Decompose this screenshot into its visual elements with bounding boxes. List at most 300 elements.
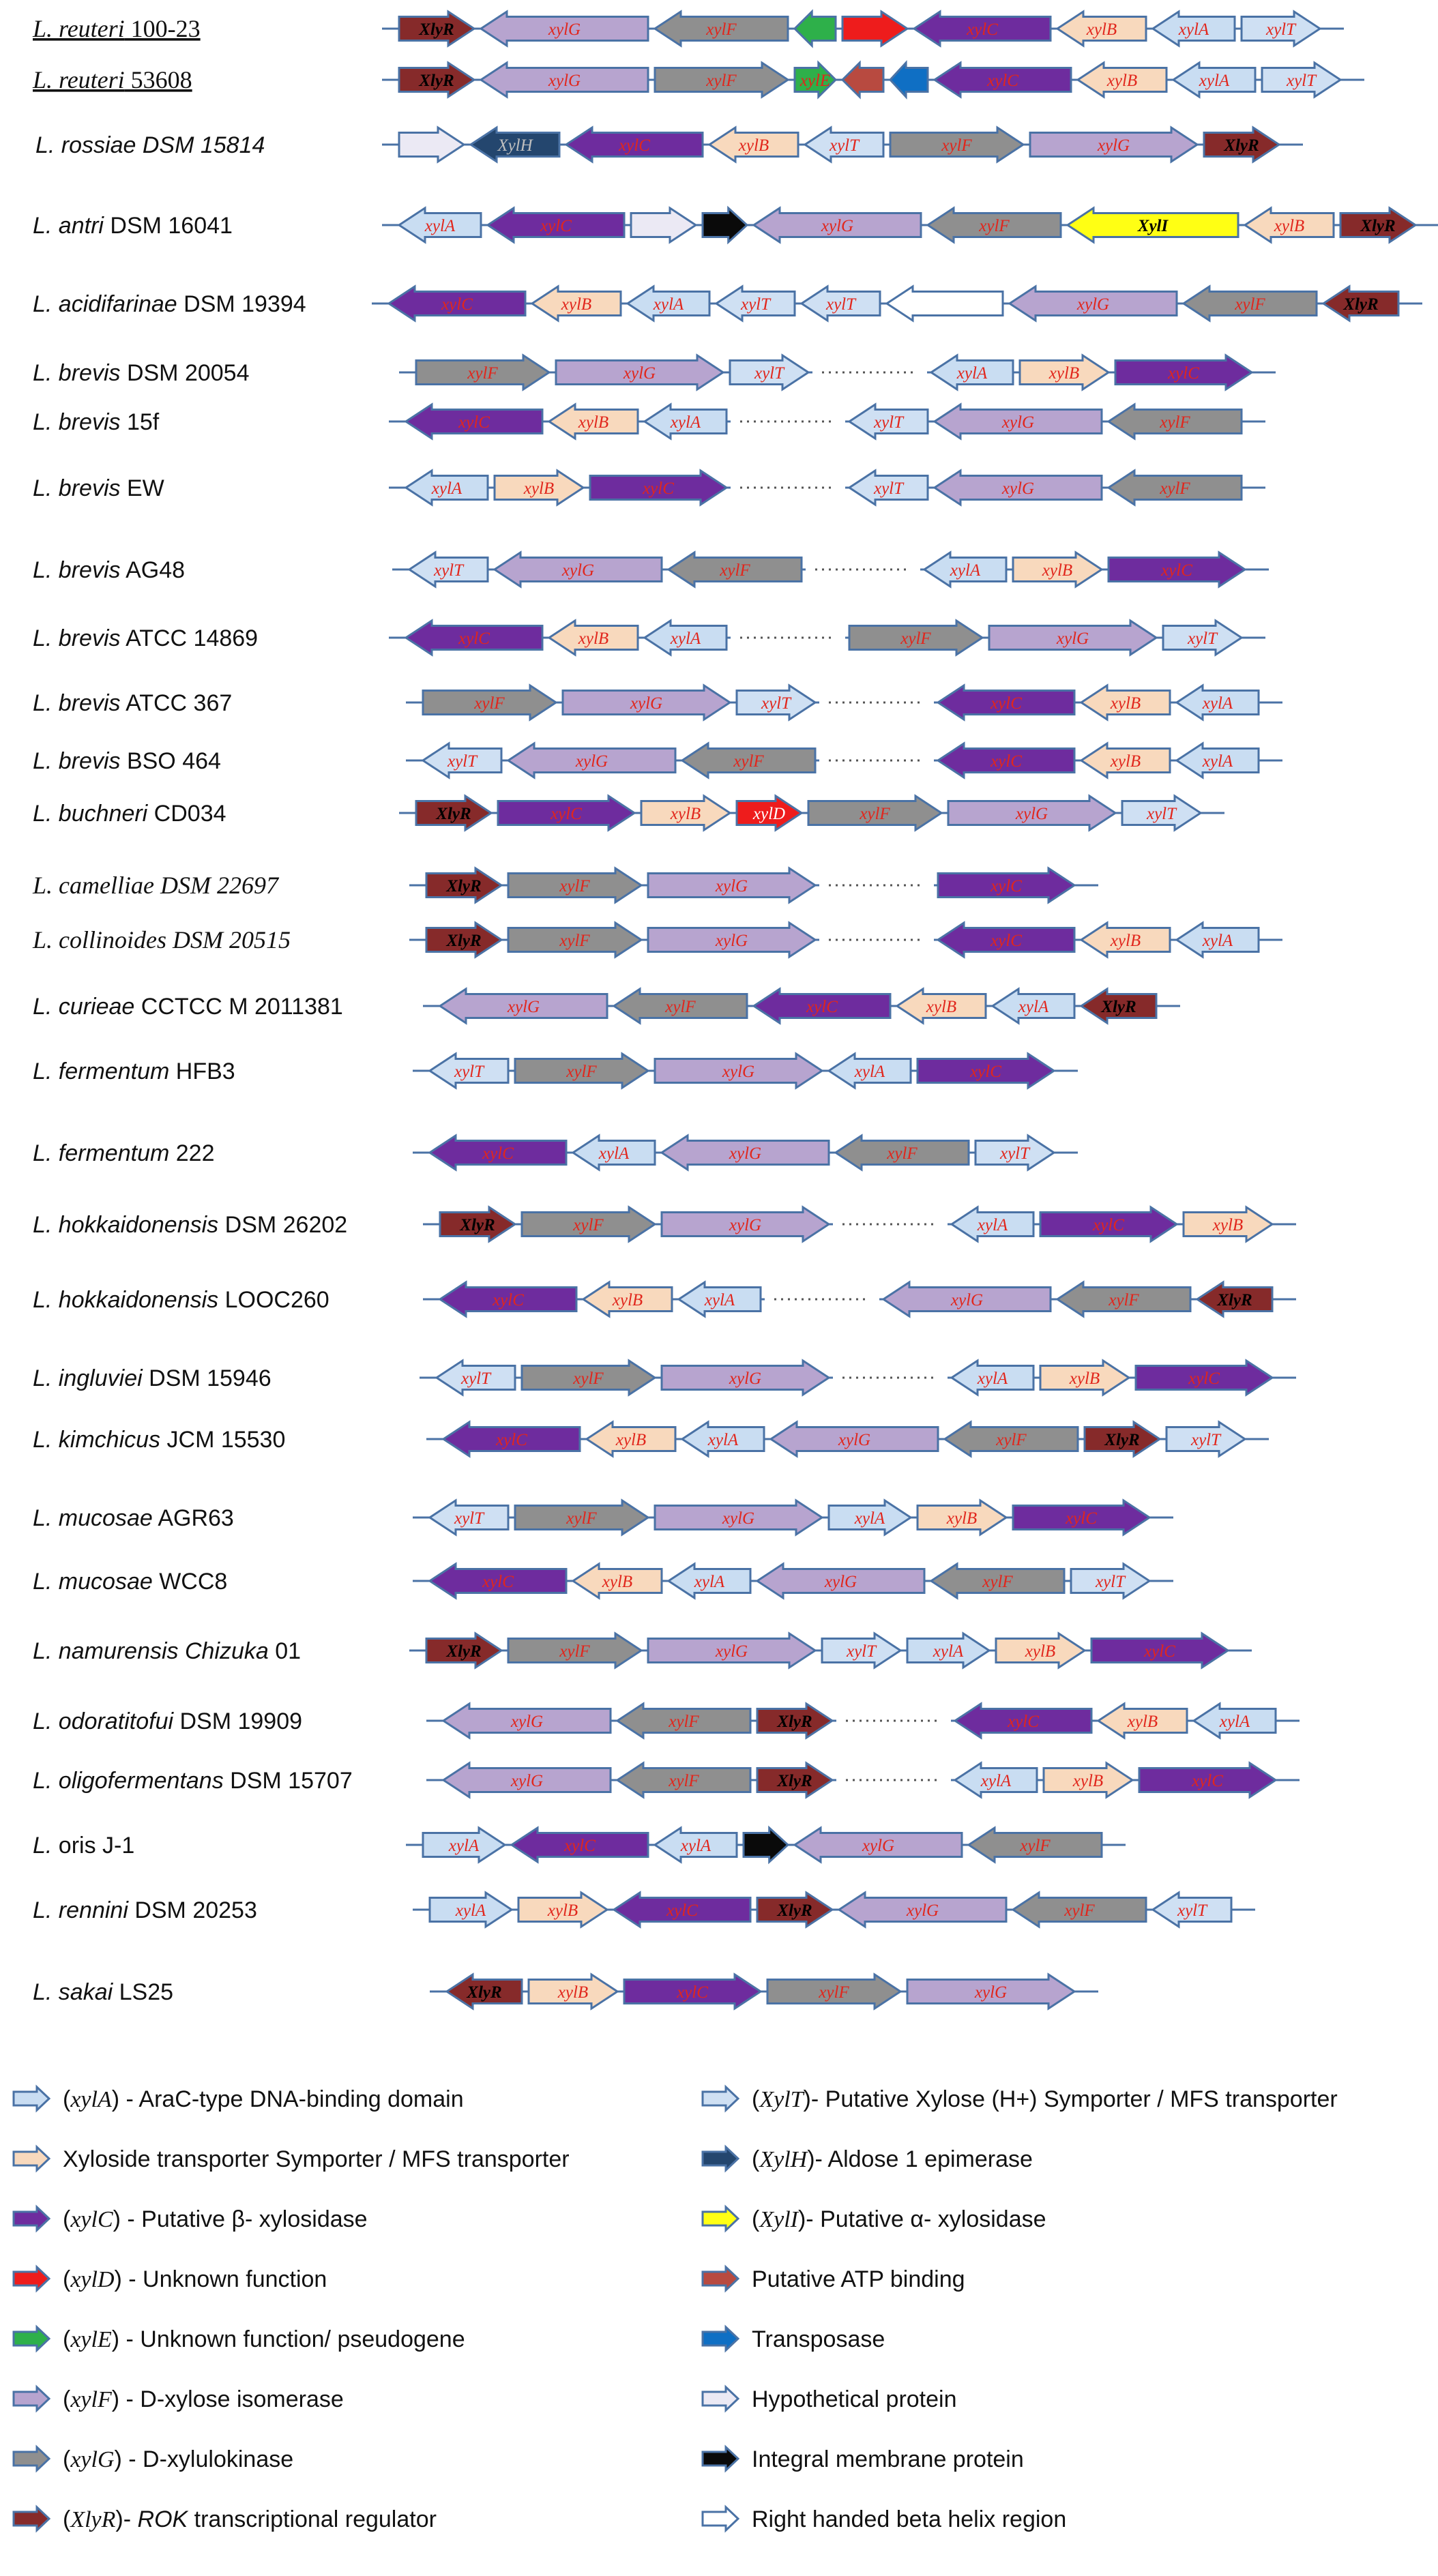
- legend-paren-close: ): [111, 2326, 120, 2352]
- strain-name: DSM 15707: [223, 1768, 353, 1794]
- species-label: [33, 1427, 285, 1453]
- strain-name: JCM 15530: [160, 1427, 286, 1453]
- legend-gene-name: xylA: [70, 2087, 112, 2112]
- gene-label: xylG: [623, 364, 656, 383]
- gene-label: xylB: [602, 1573, 633, 1591]
- legend-item: [703, 2326, 885, 2352]
- gene-label: xylA: [1178, 20, 1209, 39]
- strain-name: WCC8: [152, 1569, 228, 1595]
- species-label: [33, 1979, 173, 2005]
- gene-label: xylG: [1076, 295, 1110, 314]
- gene-label: xylF: [979, 217, 1010, 235]
- legend-label: [752, 2506, 1066, 2532]
- cluster-row: [35, 128, 1303, 162]
- gene-label: xylC: [1066, 1509, 1097, 1528]
- species-name: L. acidifarinae: [33, 291, 177, 317]
- gene-label: xylF: [900, 630, 931, 648]
- legend-item: [703, 2506, 1066, 2532]
- species-name: L. odoratitofui: [33, 1708, 174, 1734]
- legend-label: [63, 2206, 368, 2232]
- species-name: L. brevis: [33, 690, 121, 716]
- gene-label: xylF: [941, 136, 972, 155]
- gene-label: xylC: [666, 1901, 698, 1920]
- gene-label: xylG: [715, 932, 748, 950]
- species-name: L. ingluviei: [33, 1365, 143, 1391]
- gene-label: xylT: [1190, 1431, 1221, 1449]
- legend-paren-close: ): [111, 2386, 120, 2412]
- species-name: L. antri: [33, 213, 104, 239]
- gene-label: XlyR: [1101, 998, 1136, 1016]
- gene-label: xylB: [1042, 561, 1073, 580]
- legend-label: [63, 2446, 293, 2472]
- gene-label: xylF: [1064, 1901, 1095, 1920]
- strain-name: DSM 26202: [218, 1212, 348, 1238]
- gene-label: xylG: [729, 1216, 762, 1234]
- gene-label: xylC: [643, 479, 674, 498]
- legend-desc: Hypothetical protein: [752, 2386, 957, 2412]
- legend-desc: Putative ATP binding: [752, 2266, 965, 2292]
- species-label: [33, 1365, 272, 1391]
- gene-label: xylF: [573, 1216, 604, 1234]
- species-label: [33, 1768, 353, 1794]
- legend-paren-close: ): [807, 2146, 815, 2172]
- gene-label: xylA: [448, 1837, 480, 1855]
- gene-label: xylG: [1001, 479, 1035, 498]
- legend-desc: Right handed beta helix region: [752, 2506, 1067, 2532]
- gene-label: xylA: [694, 1573, 725, 1591]
- legend-desc: - AraC-type DNA-binding domain: [119, 2086, 464, 2112]
- strain-name: oris J-1: [52, 1833, 135, 1859]
- legend-gene-name: xylG: [70, 2447, 115, 2472]
- species-label: [33, 748, 221, 774]
- gene-label: xylT: [1177, 1901, 1207, 1920]
- cluster-row: [33, 1207, 1296, 1241]
- gene-label: xylA: [707, 1431, 739, 1449]
- gene-label: xylC: [967, 20, 998, 39]
- gene-arrow-atp: [842, 63, 883, 97]
- gene-label: xylA: [854, 1063, 885, 1081]
- gene-label: XlyR: [419, 20, 454, 39]
- gene-label: xylF: [566, 1509, 597, 1528]
- gene-cluster-rows: [32, 12, 1438, 2009]
- legend-item: [703, 2266, 965, 2292]
- gene-label: xylE: [799, 72, 831, 90]
- gene-label: xylF: [559, 932, 590, 950]
- cluster-row: [33, 208, 1438, 242]
- gene-label: xylT: [999, 1144, 1030, 1163]
- gene-label: xylF: [1235, 295, 1265, 314]
- strain-name: DSM 16041: [103, 213, 233, 239]
- gene-label: xylF: [819, 1983, 849, 2002]
- species-name: L. fermentum: [33, 1140, 170, 1166]
- gene-label: xylG: [548, 72, 581, 90]
- species-name: L. fermentum: [33, 1058, 170, 1084]
- gene-label: xylC: [1188, 1370, 1220, 1388]
- legend-swatch-mem: [703, 2447, 738, 2470]
- gene-label: xylC: [540, 217, 572, 235]
- legend-paren-open: (: [63, 2266, 71, 2292]
- gene-label: xylG: [507, 998, 540, 1016]
- legend-label: [752, 2326, 885, 2352]
- gene-label: xylF: [559, 1642, 590, 1661]
- gene-label: xylF: [566, 1063, 597, 1081]
- cluster-row: [32, 868, 1098, 902]
- legend-paren-close: ): [114, 2446, 122, 2472]
- gene-label: xylF: [733, 752, 764, 771]
- species-name: L. mucosae: [33, 1505, 153, 1531]
- gene-label: xylB: [578, 413, 609, 432]
- strain-name: Chizuka: [178, 1638, 269, 1664]
- cluster-row: [33, 621, 1265, 655]
- legend-swatch-atp: [703, 2267, 738, 2290]
- legend-gene-name: XlyR: [70, 2507, 116, 2532]
- legend-paren-open: (: [752, 2146, 760, 2172]
- legend-swatch-XlyR: [14, 2507, 49, 2530]
- gene-label: XlyR: [1360, 217, 1396, 235]
- cluster-row: [32, 923, 1282, 957]
- gene-label: XlyR: [777, 1713, 812, 1731]
- gene-label: xylA: [455, 1901, 486, 1920]
- cluster-row: [33, 471, 1265, 505]
- legend-label: [752, 2206, 1046, 2232]
- species-label: [33, 690, 232, 716]
- gene-arrow-hyp: [399, 128, 464, 162]
- species-name: L. reuteri: [33, 15, 125, 42]
- legend-item: [703, 2446, 1024, 2472]
- legend-item: [703, 2386, 957, 2412]
- legend-gene-name: xylE: [70, 2327, 112, 2352]
- gene-label: xylA: [950, 561, 981, 580]
- gene-label: xylF: [669, 1772, 699, 1790]
- legend-item: [14, 2086, 464, 2112]
- gene-label: xylF: [720, 561, 750, 580]
- legend-gene-name: XylI: [759, 2207, 798, 2232]
- gene-label: xylA: [977, 1370, 1008, 1388]
- gene-label: xylT: [433, 561, 464, 580]
- gene-label: xylF: [1160, 413, 1190, 432]
- legend-desc: Integral membrane protein: [752, 2446, 1024, 2472]
- species-name: L. rennini: [33, 1897, 128, 1923]
- gene-label: xylB: [1069, 1370, 1100, 1388]
- species-label: [33, 625, 258, 651]
- gene-label: xylA: [680, 1837, 711, 1855]
- gene-label: xylC: [1161, 561, 1192, 580]
- strain-name: 222: [169, 1140, 215, 1166]
- cluster-row: [33, 796, 1224, 830]
- gene-label: xylA: [1219, 1713, 1250, 1731]
- legend-item: [14, 2266, 327, 2292]
- gene-label: xylF: [474, 694, 505, 713]
- gene-label: xylF: [860, 805, 890, 823]
- legend-desc: - D-xylulokinase: [121, 2446, 294, 2472]
- gene-label: xylC: [441, 295, 473, 314]
- gene-label: xylG: [729, 1144, 762, 1163]
- gene-label: xylC: [564, 1837, 596, 1855]
- legend-label: [63, 2266, 327, 2292]
- gene-label: xylG: [821, 217, 854, 235]
- gene-label: xylF: [706, 72, 737, 90]
- legend-desc-part: transcriptional regulator: [188, 2506, 437, 2532]
- gene-label: xylB: [1048, 364, 1080, 383]
- gene-label: xylA: [431, 479, 463, 498]
- gene-label: xylC: [551, 805, 582, 823]
- gene-label: XlyR: [446, 877, 482, 895]
- gene-label: xylC: [806, 998, 838, 1016]
- cluster-row: [33, 1054, 1078, 1088]
- gene-label: xylD: [752, 805, 786, 823]
- legend-label: [63, 2506, 437, 2532]
- gene-label: xylA: [977, 1216, 1008, 1234]
- gene-label: XylH: [497, 136, 533, 155]
- gene-label: xylG: [1056, 630, 1089, 648]
- species-label: [33, 1058, 235, 1084]
- gene-label: xylT: [454, 1063, 484, 1081]
- gene-label: xylG: [510, 1772, 544, 1790]
- cluster-row: [33, 1282, 1296, 1316]
- gene-label: xylB: [523, 479, 555, 498]
- gene-label: xylG: [510, 1713, 544, 1731]
- gene-label: xylC: [1168, 364, 1199, 383]
- strain-name: DSM 15946: [142, 1365, 272, 1391]
- cluster-row: [33, 1893, 1255, 1927]
- gene-label: xylG: [561, 561, 595, 580]
- gene-label: xylT: [846, 1642, 877, 1661]
- gene-label: xylC: [991, 694, 1022, 713]
- species-label: [33, 1505, 234, 1531]
- cluster-row: [33, 989, 1180, 1023]
- species-name: L. hokkaidonensis: [33, 1287, 219, 1313]
- cluster-row: [33, 743, 1282, 778]
- legend-item: [14, 2506, 437, 2532]
- species-label: [33, 1833, 134, 1859]
- legend-desc: - Unknown function: [121, 2266, 327, 2292]
- gene-label: xylF: [982, 1573, 1013, 1591]
- species-label: [33, 360, 250, 386]
- gene-label: xylG: [715, 1642, 748, 1661]
- gene-arrow-trans: [890, 63, 928, 97]
- gene-label: xylC: [1192, 1772, 1223, 1790]
- legend-item: [14, 2146, 570, 2172]
- gene-label: xylC: [987, 72, 1018, 90]
- gene-label: xylG: [548, 20, 581, 39]
- species-name: L. curieae: [33, 994, 135, 1020]
- species-name: L. namurensis: [33, 1638, 179, 1664]
- legend-gene-name: xylF: [70, 2387, 112, 2412]
- gene-label: xylA: [1199, 72, 1230, 90]
- cluster-row: [33, 552, 1269, 587]
- species-label: [33, 1212, 347, 1238]
- gene-label: xylT: [829, 136, 860, 155]
- species-label: [33, 1287, 329, 1313]
- gene-label: xylG: [630, 694, 663, 713]
- legend-swatch-xylF: [14, 2447, 49, 2470]
- gene-label: XlyR: [446, 1642, 482, 1661]
- legend-item: [14, 2206, 368, 2232]
- strain-number: 01: [268, 1638, 302, 1664]
- gene-label: XlyR: [1217, 1291, 1252, 1309]
- legend-desc: - Aldose 1 epimerase: [815, 2146, 1033, 2172]
- gene-label: xylC: [991, 877, 1022, 895]
- cluster-row: [33, 1422, 1269, 1456]
- legend-swatch-xylD: [14, 2267, 49, 2290]
- gene-label: xylG: [722, 1509, 755, 1528]
- gene-label: xylG: [722, 1063, 755, 1081]
- gene-label: xylT: [454, 1509, 484, 1528]
- gene-label: XylI: [1137, 217, 1169, 235]
- gene-label: xylC: [458, 630, 490, 648]
- gene-label: xylT: [1095, 1573, 1126, 1591]
- gene-label: xylT: [1187, 630, 1218, 648]
- legend-paren-open: (: [63, 2446, 71, 2472]
- legend-paren-open: (: [752, 2206, 760, 2232]
- gene-label: xylF: [573, 1370, 604, 1388]
- species-name: L. rossiae DSM 15814: [35, 132, 265, 158]
- gene-label: XlyR: [777, 1901, 812, 1920]
- gene-label: xylF: [467, 364, 498, 383]
- gene-label: xylA: [1202, 694, 1233, 713]
- strain-name: CD034: [147, 801, 226, 827]
- gene-label: xylC: [482, 1144, 514, 1163]
- species-name: L. brevis: [33, 625, 121, 651]
- gene-label: xylG: [824, 1573, 857, 1591]
- cluster-row: [33, 1974, 1098, 2009]
- species-label: [33, 213, 233, 239]
- strain-name: DSM 19394: [177, 291, 306, 317]
- legend-paren-close: ): [111, 2086, 120, 2112]
- gene-label: xylC: [482, 1573, 514, 1591]
- gene-label: xylG: [974, 1983, 1008, 2002]
- species-label: [33, 801, 226, 827]
- gene-label: xylT: [754, 364, 784, 383]
- gene-label: xylF: [559, 877, 590, 895]
- gene-arrow-beta: [887, 286, 1003, 321]
- gene-label: xylA: [670, 413, 701, 432]
- gene-label: XlyR: [1343, 295, 1379, 314]
- gene-label: xylG: [1001, 413, 1035, 432]
- species-label: [33, 291, 306, 317]
- cluster-row: [33, 1704, 1300, 1738]
- gene-label: xylB: [738, 136, 769, 155]
- legend-desc: - Putative α- xylosidase: [806, 2206, 1046, 2232]
- species-name: L. sakai: [33, 1979, 113, 2005]
- gene-label: xylF: [1109, 1291, 1139, 1309]
- strain-name: LOOC260: [218, 1287, 329, 1313]
- gene-label: xylG: [838, 1431, 871, 1449]
- gene-label: xylF: [996, 1431, 1027, 1449]
- gene-label: xylB: [670, 805, 701, 823]
- gene-label: xylA: [956, 364, 988, 383]
- gene-label: xylT: [447, 752, 478, 771]
- gene-label: xylC: [493, 1291, 524, 1309]
- legend-desc-italic: ROK: [137, 2506, 188, 2532]
- legend-swatch-trans: [703, 2327, 738, 2350]
- gene-label: XlyR: [419, 72, 454, 90]
- gene-label: xylC: [1093, 1216, 1124, 1234]
- species-name: L. brevis: [33, 475, 121, 501]
- gene-label: XlyR: [460, 1216, 495, 1234]
- species-label: [33, 1897, 257, 1923]
- legend-swatch-xylB: [14, 2147, 49, 2170]
- strain-name: AGR63: [152, 1505, 234, 1531]
- gene-label: xylF: [706, 20, 737, 39]
- legend-swatch-XylI: [703, 2207, 738, 2230]
- legend-paren-open: (: [63, 2506, 71, 2532]
- gene-label: xylB: [561, 295, 592, 314]
- gene-label: xylT: [873, 479, 904, 498]
- legend-paren-close: ): [114, 2266, 122, 2292]
- gene-label: xylB: [1110, 694, 1141, 713]
- gene-label: xylA: [704, 1291, 735, 1309]
- legend-desc-part: -: [123, 2506, 138, 2532]
- cluster-row: [33, 1500, 1173, 1535]
- species-label: [35, 132, 265, 158]
- strain-name: DSM 20054: [120, 360, 250, 386]
- legend-swatch-xylT: [703, 2087, 738, 2110]
- gene-label: xylT: [1146, 805, 1177, 823]
- cluster-row: [32, 63, 1364, 97]
- legend-label: [63, 2326, 465, 2352]
- gene-label: xylT: [1286, 72, 1317, 90]
- gene-label: xylG: [729, 1370, 762, 1388]
- gene-label: xylA: [933, 1642, 964, 1661]
- gene-label: xylT: [740, 295, 771, 314]
- legend-gene-name: xylC: [70, 2207, 113, 2232]
- cluster-row: [33, 1633, 1252, 1668]
- species-label: [32, 872, 280, 899]
- cluster-row: [33, 1361, 1296, 1395]
- gene-label: xylT: [873, 413, 904, 432]
- cluster-row: [33, 404, 1265, 439]
- species-label: [33, 475, 164, 501]
- species-label: [33, 1140, 215, 1166]
- gene-label: xylB: [1106, 72, 1138, 90]
- strain-name: ATCC 14869: [120, 625, 259, 651]
- gene-label: xylB: [1127, 1713, 1158, 1731]
- gene-label: xylB: [578, 630, 609, 648]
- gene-label: xylC: [1008, 1713, 1039, 1731]
- gene-label: xylA: [653, 295, 684, 314]
- gene-label: xylA: [980, 1772, 1012, 1790]
- gene-arrow-mem: [744, 1828, 788, 1862]
- legend-item: [14, 2326, 465, 2352]
- strain-name: 100-23: [124, 15, 201, 42]
- legend-label: [752, 2086, 1338, 2112]
- gene-label: xylB: [946, 1509, 978, 1528]
- gene-label: xylT: [825, 295, 856, 314]
- gene-label: xylB: [1110, 752, 1141, 771]
- legend-gene-name: XylH: [759, 2147, 808, 2172]
- gene-label: xylB: [557, 1983, 589, 2002]
- cluster-row: [33, 286, 1422, 321]
- gene-label: xylC: [991, 752, 1022, 771]
- gene-label: xylA: [854, 1509, 885, 1528]
- gene-label: xylF: [665, 998, 696, 1016]
- gene-label: xylA: [598, 1144, 630, 1163]
- strain-name: LS25: [113, 1979, 174, 2005]
- legend-label: [752, 2266, 965, 2292]
- gene-label: xylB: [1025, 1642, 1056, 1661]
- legend-item: [703, 2146, 1033, 2172]
- species-name: L. mucosae: [33, 1569, 153, 1595]
- legend-swatch-xylC: [14, 2207, 49, 2230]
- gene-label: xylG: [575, 752, 608, 771]
- legend-paren-open: (: [63, 2206, 71, 2232]
- gene-label: xylB: [547, 1901, 578, 1920]
- gene-label: xylA: [1018, 998, 1049, 1016]
- species-label: [32, 15, 201, 42]
- legend: [14, 2086, 1338, 2532]
- legend-paren-close: ): [803, 2086, 811, 2112]
